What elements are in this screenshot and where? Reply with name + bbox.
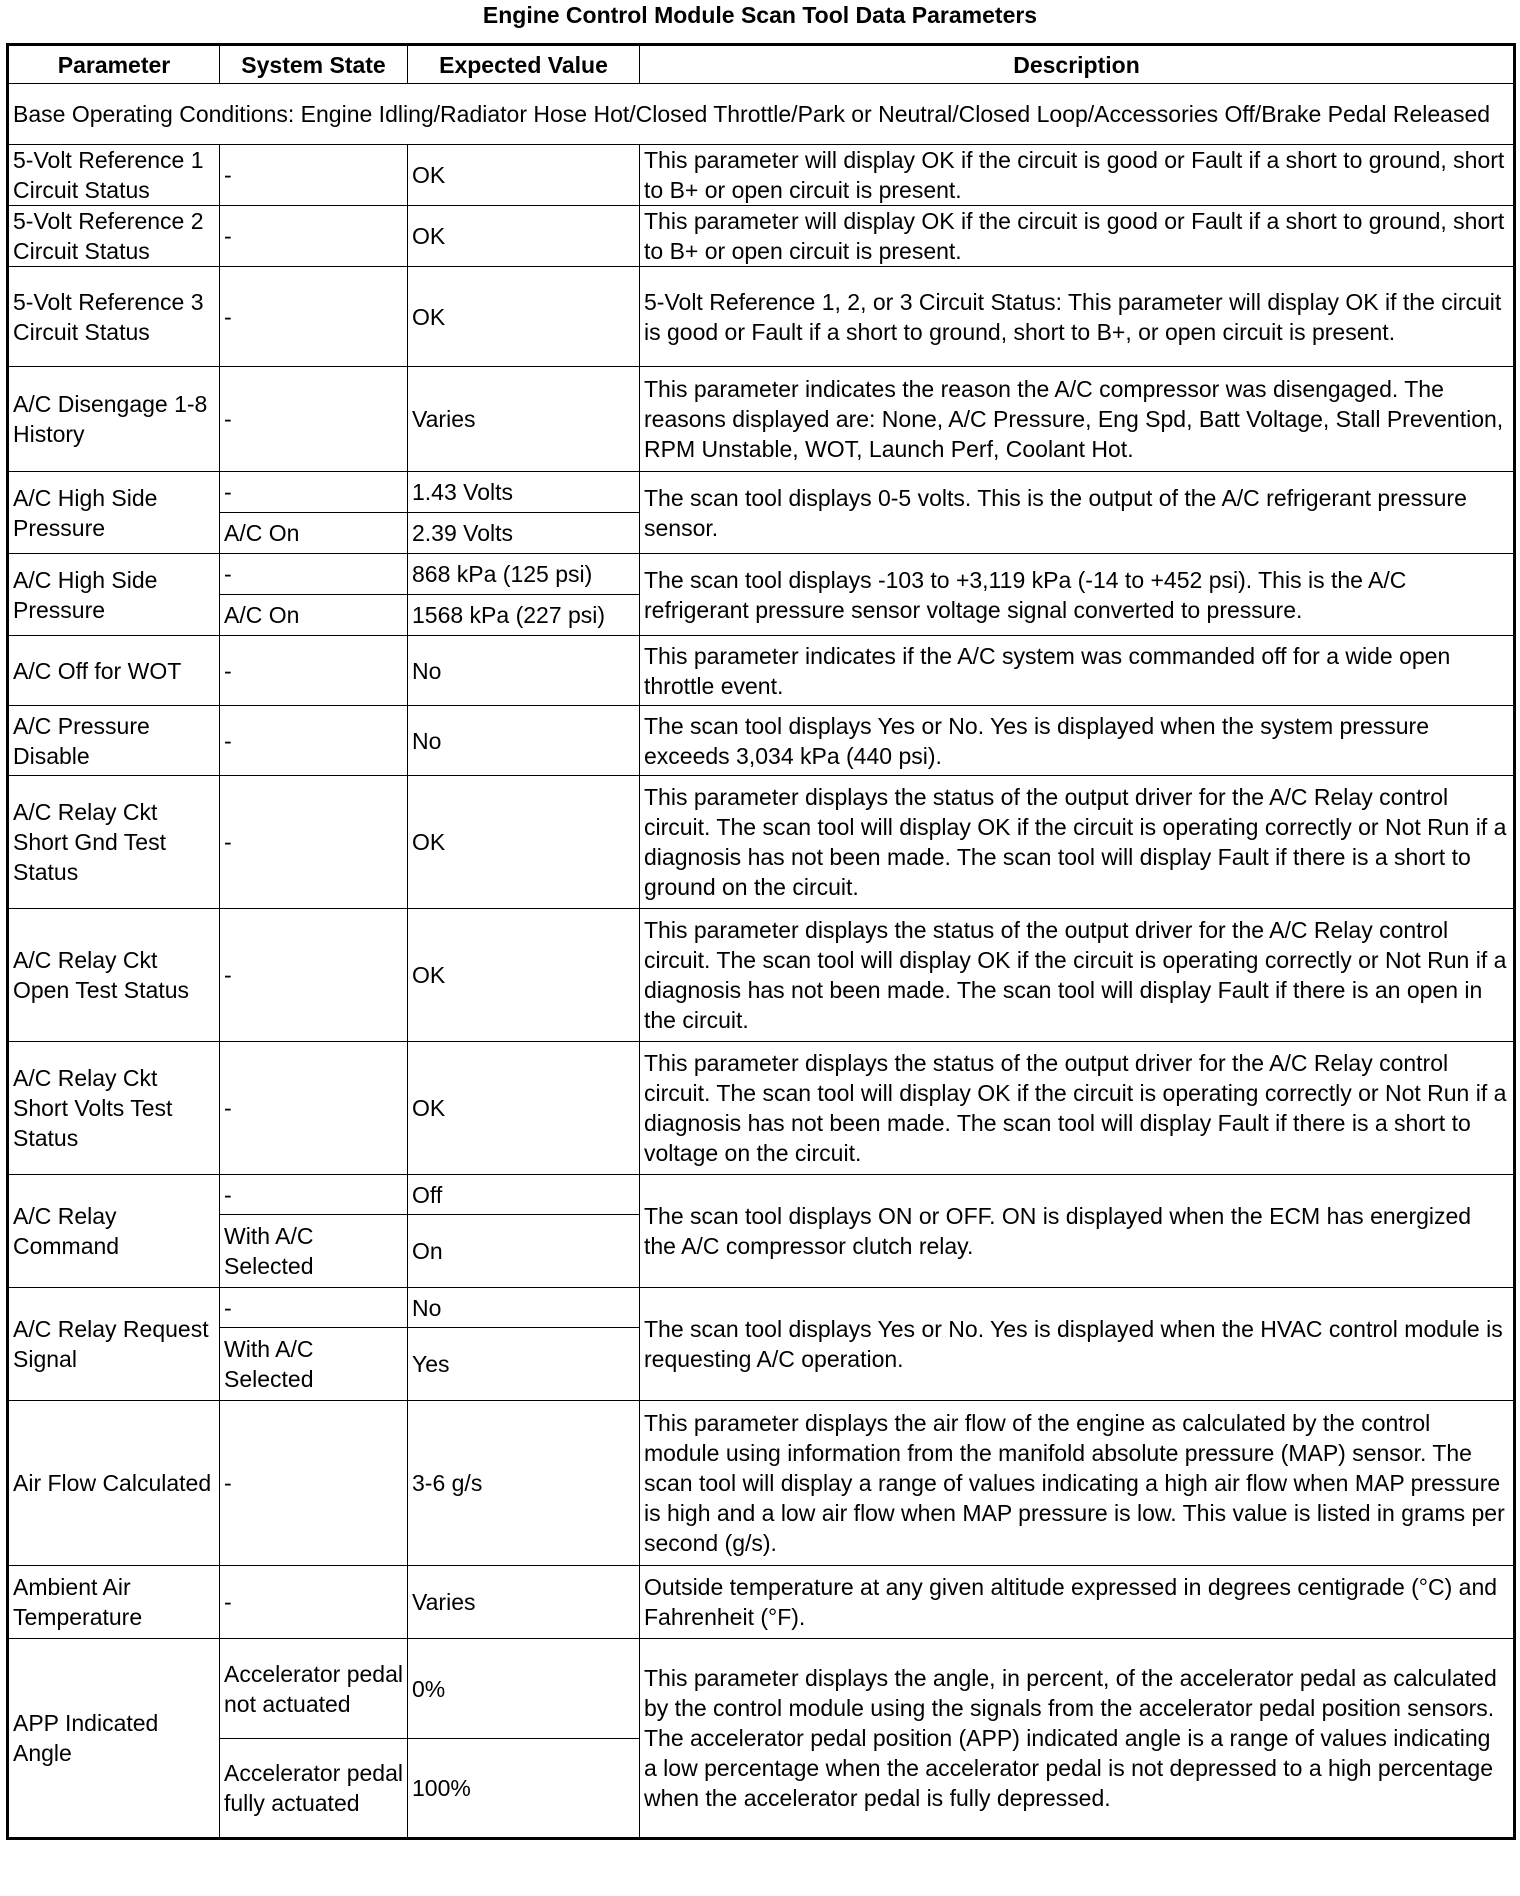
description-cell: The scan tool displays Yes or No. Yes is displayed when the HVAC control module is requesting A/C operation.: [640, 1288, 1515, 1401]
expected-value-cell: OK: [408, 145, 640, 206]
expected-value-cell: 1568 kPa (227 psi): [408, 595, 640, 636]
expected-value-cell: Varies: [408, 1566, 640, 1639]
expected-value-cell: On: [408, 1215, 640, 1288]
header-description: Description: [640, 45, 1515, 84]
expected-value-cell: OK: [408, 909, 640, 1042]
description-cell: The scan tool displays -103 to +3,119 kPa (-14 to +452 psi). This is the A/C refrigerant pressure sensor voltage signal converted to pressure.: [640, 554, 1515, 636]
description-cell: Outside temperature at any given altitude expressed in degrees centigrade (°C) and Fahrenheit (°F).: [640, 1566, 1515, 1639]
description-cell: 5-Volt Reference 1, 2, or 3 Circuit Status: This parameter will display OK if the circuit is good or Fault if a short to ground, short to B+, or open circuit is present.: [640, 267, 1515, 367]
table-row: [8, 206, 1515, 267]
expected-value-cell: Varies: [408, 367, 640, 472]
table-row: [8, 1288, 1515, 1328]
header-expected-value: Expected Value: [408, 45, 640, 84]
parameter-cell: A/C High Side Pressure: [8, 472, 220, 554]
system-state-cell: -: [220, 909, 408, 1042]
parameter-cell: A/C Relay Ckt Short Volts Test Status: [8, 1042, 220, 1175]
parameter-cell: A/C Disengage 1-8 History: [8, 367, 220, 472]
scan-tool-data-table: [6, 43, 1516, 1840]
system-state-cell: Accelerator pedal not actuated: [220, 1639, 408, 1739]
system-state-cell: -: [220, 776, 408, 909]
system-state-cell: A/C On: [220, 513, 408, 554]
expected-value-cell: No: [408, 1288, 640, 1328]
description-cell: This parameter displays the status of the output driver for the A/C Relay control circuit. The scan tool will display OK if the circuit is operating correctly or Not Run if a diagnosis has not been made. The scan tool will display Fault if there is a short to voltage on the circuit.: [640, 1042, 1515, 1175]
parameter-cell: 5-Volt Reference 2 Circuit Status: [8, 206, 220, 267]
table-row: [8, 1401, 1515, 1566]
system-state-cell: -: [220, 1042, 408, 1175]
expected-value-cell: 3-6 g/s: [408, 1401, 640, 1566]
parameter-cell: A/C High Side Pressure: [8, 554, 220, 636]
system-state-cell: -: [220, 1401, 408, 1566]
system-state-cell: With A/C Selected: [220, 1215, 408, 1288]
parameter-cell: A/C Pressure Disable: [8, 706, 220, 776]
parameter-cell: A/C Off for WOT: [8, 636, 220, 706]
description-cell: The scan tool displays ON or OFF. ON is displayed when the ECM has energized the A/C compressor clutch relay.: [640, 1175, 1515, 1288]
system-state-cell: -: [220, 145, 408, 206]
header-row: [8, 45, 1515, 84]
system-state-cell: -: [220, 367, 408, 472]
expected-value-cell: No: [408, 636, 640, 706]
parameter-cell: Air Flow Calculated: [8, 1401, 220, 1566]
description-cell: This parameter displays the air flow of the engine as calculated by the control module using information from the manifold absolute pressure (MAP) sensor. The scan tool will display a range of values indicating a high air flow when MAP pressure is high and a low air flow when MAP pressure is low. This value is listed in grams per second (g/s).: [640, 1401, 1515, 1566]
base-conditions-row: [8, 84, 1515, 145]
parameter-cell: 5-Volt Reference 1 Circuit Status: [8, 145, 220, 206]
expected-value-cell: OK: [408, 1042, 640, 1175]
table-row: [8, 706, 1515, 776]
expected-value-cell: Off: [408, 1175, 640, 1215]
expected-value-cell: 100%: [408, 1739, 640, 1839]
table-row: [8, 636, 1515, 706]
parameter-cell: A/C Relay Request Signal: [8, 1288, 220, 1401]
system-state-cell: -: [220, 1175, 408, 1215]
parameter-cell: Ambient Air Temperature: [8, 1566, 220, 1639]
parameter-cell: A/C Relay Command: [8, 1175, 220, 1288]
expected-value-cell: OK: [408, 267, 640, 367]
system-state-cell: With A/C Selected: [220, 1328, 408, 1401]
system-state-cell: -: [220, 267, 408, 367]
description-cell: This parameter will display OK if the circuit is good or Fault if a short to ground, short to B+ or open circuit is present.: [640, 206, 1515, 267]
page-title: Engine Control Module Scan Tool Data Parameters: [482, 2, 1038, 28]
parameter-cell: A/C Relay Ckt Open Test Status: [8, 909, 220, 1042]
header-system-state: System State: [220, 45, 408, 84]
system-state-cell: A/C On: [220, 595, 408, 636]
expected-value-cell: OK: [408, 206, 640, 267]
description-cell: This parameter displays the status of the output driver for the A/C Relay control circuit. The scan tool will display OK if the circuit is operating correctly or Not Run if a diagnosis has not been made. The scan tool will display Fault if there is an open in the circuit.: [640, 909, 1515, 1042]
table-row: [8, 1639, 1515, 1739]
parameter-cell: 5-Volt Reference 3 Circuit Status: [8, 267, 220, 367]
parameter-cell: APP Indicated Angle: [8, 1639, 220, 1839]
expected-value-cell: 1.43 Volts: [408, 472, 640, 513]
system-state-cell: -: [220, 554, 408, 595]
expected-value-cell: Yes: [408, 1328, 640, 1401]
system-state-cell: Accelerator pedal fully actuated: [220, 1739, 408, 1839]
system-state-cell: -: [220, 706, 408, 776]
expected-value-cell: 0%: [408, 1639, 640, 1739]
expected-value-cell: No: [408, 706, 640, 776]
expected-value-cell: 2.39 Volts: [408, 513, 640, 554]
system-state-cell: -: [220, 206, 408, 267]
description-cell: This parameter displays the angle, in percent, of the accelerator pedal as calculated by the control module using the signals from the accelerator pedal position sensors. The accelerator pedal position (APP) indicated angle is a range of values indicating a low percentage when the accelerator pedal is not depressed to a high percentage when the accelerator pedal is fully depressed.: [640, 1639, 1515, 1839]
description-cell: This parameter displays the status of the output driver for the A/C Relay control circuit. The scan tool will display OK if the circuit is operating correctly or Not Run if a diagnosis has not been made. The scan tool will display Fault if there is a short to ground on the circuit.: [640, 776, 1515, 909]
table-row: [8, 472, 1515, 513]
table-row: [8, 1566, 1515, 1639]
header-parameter: Parameter: [8, 45, 220, 84]
description-cell: The scan tool displays 0-5 volts. This is the output of the A/C refrigerant pressure sensor.: [640, 472, 1515, 554]
table-row: [8, 909, 1515, 1042]
description-cell: This parameter indicates if the A/C system was commanded off for a wide open throttle event.: [640, 636, 1515, 706]
description-cell: The scan tool displays Yes or No. Yes is displayed when the system pressure exceeds 3,034 kPa (440 psi).: [640, 706, 1515, 776]
table-row: [8, 776, 1515, 909]
description-cell: This parameter indicates the reason the A/C compressor was disengaged. The reasons displayed are: None, A/C Pressure, Eng Spd, Batt Voltage, Stall Prevention, RPM Unstable, WOT, Launch Perf, Coolant Hot.: [640, 367, 1515, 472]
table-row: [8, 267, 1515, 367]
table-row: [8, 367, 1515, 472]
expected-value-cell: 868 kPa (125 psi): [408, 554, 640, 595]
system-state-cell: -: [220, 1566, 408, 1639]
description-cell: This parameter will display OK if the circuit is good or Fault if a short to ground, short to B+ or open circuit is present.: [640, 145, 1515, 206]
system-state-cell: -: [220, 472, 408, 513]
expected-value-cell: OK: [408, 776, 640, 909]
table-row: [8, 145, 1515, 206]
system-state-cell: -: [220, 1288, 408, 1328]
table-row: [8, 1175, 1515, 1215]
base-conditions: Base Operating Conditions: Engine Idling/Radiator Hose Hot/Closed Throttle/Park or Neutral/Closed Loop/Accessories Off/Brake Pedal Released: [8, 84, 1515, 145]
system-state-cell: -: [220, 636, 408, 706]
table-row: [8, 554, 1515, 595]
parameter-cell: A/C Relay Ckt Short Gnd Test Status: [8, 776, 220, 909]
table-row: [8, 1042, 1515, 1175]
